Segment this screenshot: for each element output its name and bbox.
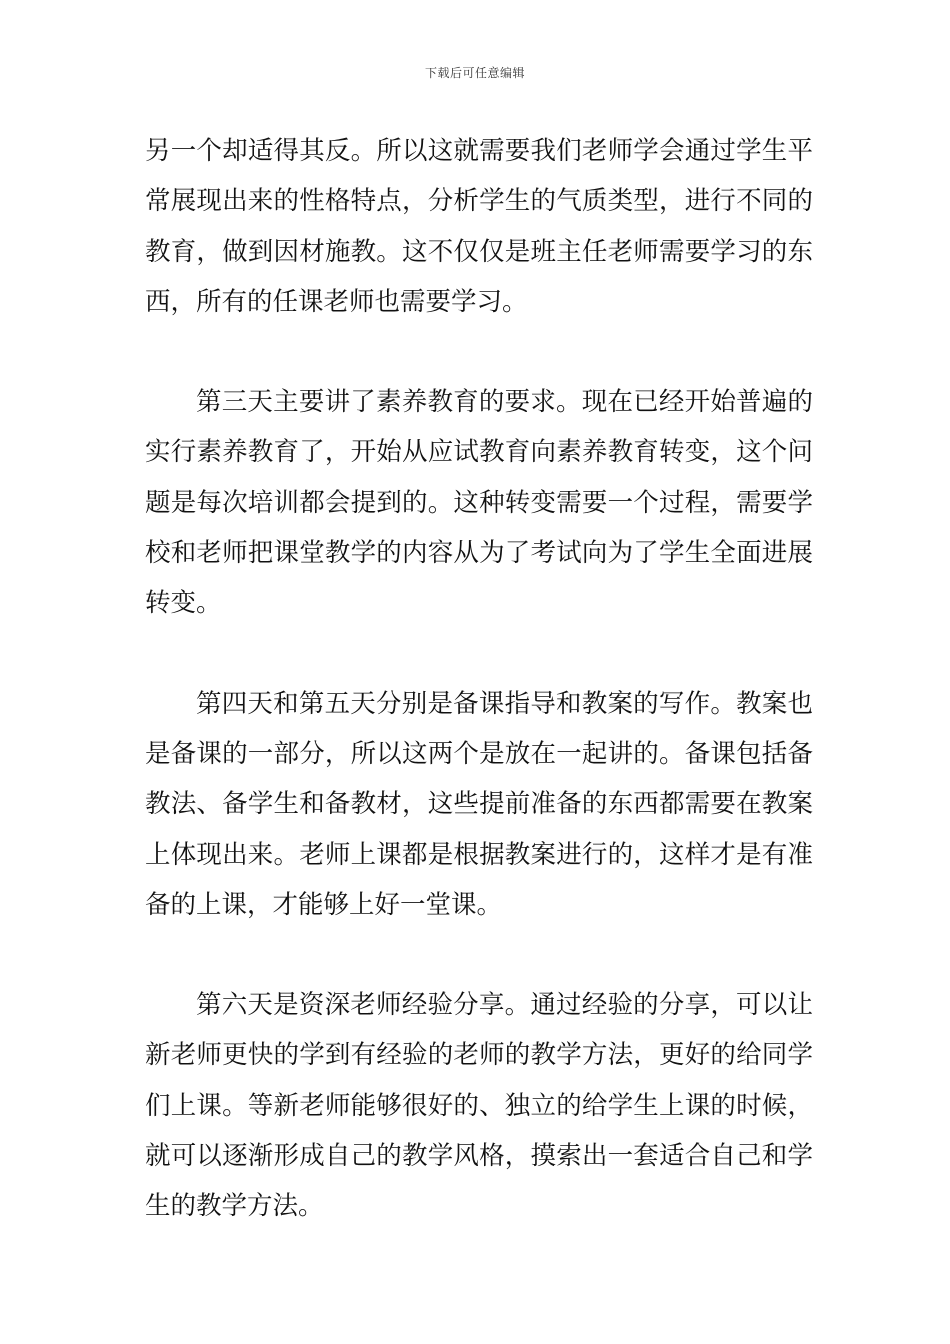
paragraph: 第六天是资深老师经验分享。通过经验的分享，可以让新老师更快的学到有经验的老师的教学方法，更好的给同学们上课。等新老师能够很好的、独立的给学生上课的时候，就可以逐渐形成自己的教学风格，摸索出一套适合自己和学生的教学方法。 [145, 990, 813, 1222]
paragraph: 另一个却适得其反。所以这就需要我们老师学会通过学生平常展现出来的性格特点，分析学生的气质类型，进行不同的教育，做到因材施教。这不仅仅是班主任老师需要学习的东西，所有的任课老师也需要学习。 [145, 136, 813, 317]
paragraph-gap [145, 930, 813, 980]
paragraph-gap [145, 327, 813, 377]
paragraph-gap [145, 629, 813, 679]
page-header: 下载后可任意编辑 [424, 66, 525, 80]
paragraph: 第三天主要讲了素养教育的要求。现在已经开始普遍的实行素养教育了，开始从应试教育向素养教育转变，这个问题是每次培训都会提到的。这种转变需要一个过程，需要学校和老师把课堂教学的内容从为了考试向为了学生全面进展转变。 [145, 387, 813, 619]
paragraph: 第四天和第五天分别是备课指导和教案的写作。教案也是备课的一部分，所以这两个是放在一起讲的。备课包括备教法、备学生和备教材，这些提前准备的东西都需要在教案上体现出来。老师上课都是根据教案进行的，这样才是有准备的上课，才能够上好一堂课。 [145, 688, 813, 920]
document-body [145, 126, 813, 1232]
